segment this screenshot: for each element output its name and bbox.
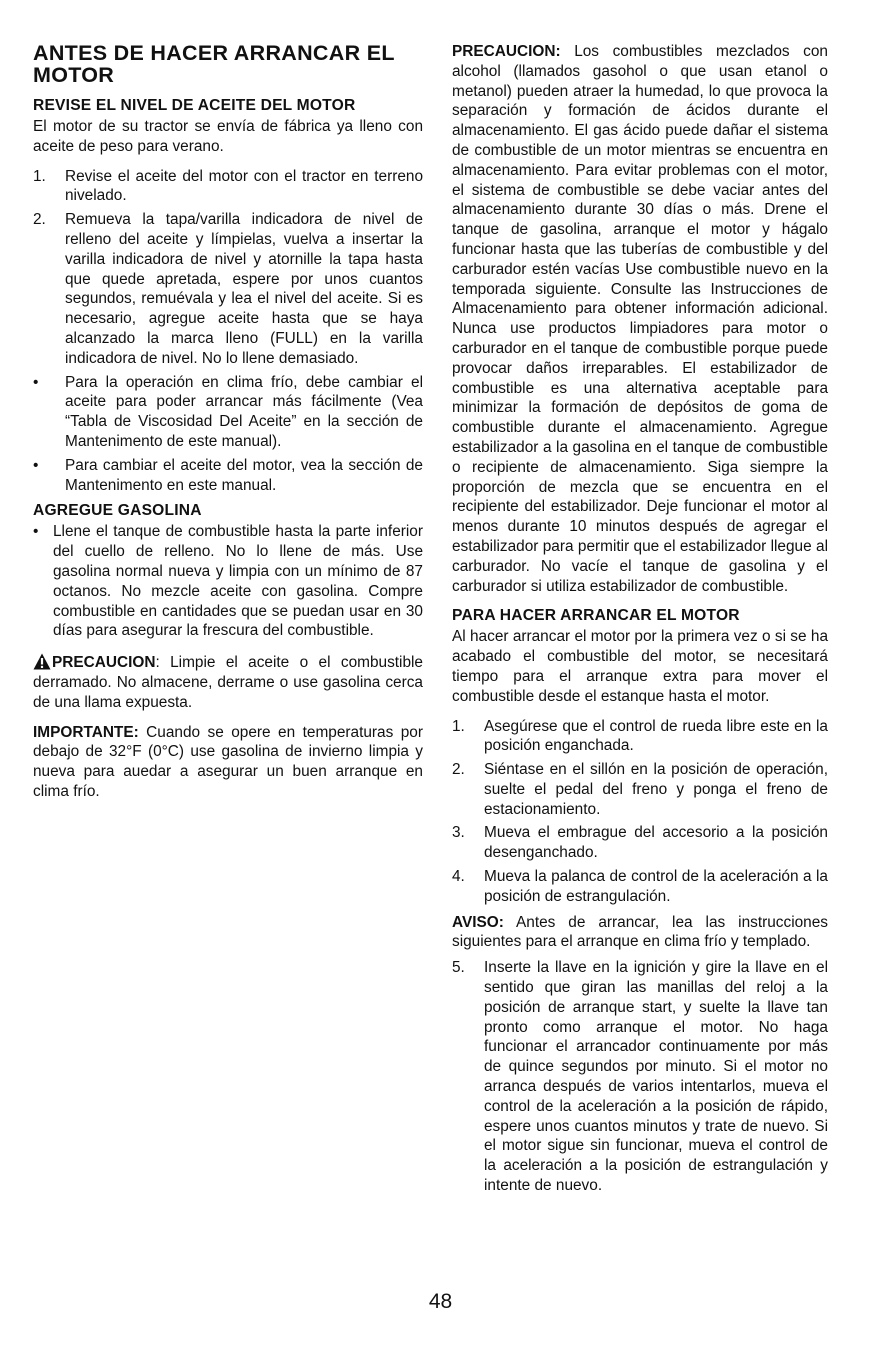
list-item (452, 867, 828, 907)
bullet: • (33, 523, 39, 541)
list-item-text: Para cambiar el aceite del motor, vea la sección de Mantenimento en este manual. (65, 456, 423, 494)
list-item-text: Inserte la llave en la ignición y gire la llave en el sentido que giran las manillas del reloj a la posición de arranque start, y suelte la llave tan pronto como arranque el motor. No haga funcionar el arrancador continuamente por más de quince segundos por minuto. Si el motor no arranca después de varios intentarlos, mueva el control de la aceleración a la posición de rápido, espere unos cuantos minutos y trate de nuevo. Si el motor sigue sin funcionar, mueva el control de la aceleración a la posición de estrangulación y intente de nuevo. (484, 959, 828, 1195)
list-item-text: Asegúrese que el control de rueda libre este en la posición enganchada. (484, 717, 828, 755)
list-item (452, 760, 828, 819)
list-item (33, 373, 423, 452)
caution-text: : Limpie el aceite o el combustible derramado. No almacene, derrame o use gasolina cerca de una llama expuesta. (33, 654, 423, 711)
warning-triangle-icon (33, 653, 51, 670)
section-title: ANTES DE HACER ARRANCAR EL MOTOR (33, 41, 395, 87)
list-item (452, 823, 828, 863)
list-item-text: Llene el tanque de combustible hasta la parte inferior del cuello de relleno. No lo llene de más. Use gasolina normal nueva y limpia con un mínimo de 87 octanos. No mezcle aceite con gasolina. Compre combustible en cantidades que se puedan usar en 30 días para asegurar la frescura del combustible. (53, 523, 423, 640)
oil-steps-list (33, 167, 423, 496)
list-item (452, 958, 828, 1196)
right-column (452, 42, 828, 1202)
list-item-text: Revise el aceite del motor con el tractor en terreno nivelado. (65, 167, 423, 205)
start-steps-list (452, 717, 828, 907)
oil-intro: El motor de su tractor se envía de fábrica ya lleno con aceite de peso para verano. (33, 118, 423, 155)
bullet: • (33, 456, 39, 474)
add-fuel-heading: AGREGUE GASOLINA (33, 502, 202, 520)
important-paragraph (33, 723, 423, 802)
important-text: Cuando se opere en temperaturas por debajo de 32°F (0°C) use gasolina de invierno limpia y nueva para auedar a asegurar un buen arranque en clima frío. (33, 723, 423, 800)
important-label: IMPORTANTE: (33, 723, 139, 741)
list-number: 4. (452, 868, 465, 886)
left-column (33, 42, 423, 812)
list-item (33, 167, 423, 207)
precaution-label: PRECAUCION: (452, 43, 561, 60)
list-item-text: Siéntase en el sillón en la posición de operación, suelte el pedal del freno y ponga el freno de estacionamiento. (484, 761, 828, 818)
list-item (452, 717, 828, 757)
precaution-text: Los combustibles mezclados con alcohol (llamados gasohol o que usan etanol o metanol) pueden atraer la humedad, lo que provoca la separación y formación de ácidos durante el almacenamiento. El gas ácido puede dañar el sistema de combustible de un motor mientras se encuentra en almacenamiento. Para evitar problemas con el motor, el sistema de combustible se debe vaciar antes del almacenamiento durante 30 días o más. Drene el tanque de gasolina, arranque el motor y hágalo funcionar hasta que las tuberías de combustible y del carburador estén vacías Use combustible nuevo en la temporada siguiente. Consulte las Instrucciones de Almacenamiento para obtener información adicional. Nunca use productos limpiadores para motor o carburador en el tanque de combustible porque puede provocar daños irreparables. El estabilizador de combustible es una alternativa aceptable para minimizar la formación de depósitos de goma de combustible durante el almacenamiento. Agregue estabilizador a la gasolina en el tanque de combustible o recipiente de almacenamiento. Siga siempre la proporción de mezcla que se encuentra en el recipiente del estabilizador. Deje funcionar el motor al menos durante 10 minutos después de agregar el estabilizador para permitir que el estabilizador llegue al carburador. No vacíe el tanque de gasolina y el carburador si utiliza estabilizador de combustible. (452, 43, 828, 595)
list-number: 1. (33, 167, 46, 185)
notice-paragraph (452, 913, 828, 953)
bullet: • (33, 373, 39, 391)
precaution-paragraph (452, 42, 828, 596)
list-item-text: Mueva el embrague del accesorio a la posición desenganchado. (484, 824, 828, 862)
list-item-text: Mueva la palanca de control de la aceleración a la posición de estrangulación. (484, 868, 828, 905)
oil-level-heading: REVISE EL NIVEL DE ACEITE DEL MOTOR (33, 97, 356, 114)
notice-label: AVISO: (452, 913, 504, 931)
caution-label: PRECAUCION (52, 654, 156, 672)
start-intro: Al hacer arrancar el motor por la primera vez o si se ha acabado el combustible del motor, se necesitará tiempo para el arranque extra para mover el combustible desde el estanque hasta el motor. (452, 628, 828, 705)
notice-text: Antes de arrancar, lea las instrucciones siguientes para el arranque en clima frío y templado. (452, 913, 828, 951)
list-item-text: Remueva la tapa/varilla indicadora de nivel de relleno del aceite y límpielas, vuelva a insertar la varilla indicadora de nivel y atornille la tapa hasta que quede apretada, espere por unos cuantos segundos, remuévala y lea el nivel del aceite. Si es necesario, agregue aceite hasta que se haya alcanzado la marca lleno (FULL) en la varilla indicadora de nivel. No lo llene demasiado. (65, 211, 423, 367)
list-item (33, 522, 423, 641)
list-item (33, 456, 423, 496)
list-item-text: Para la operación en clima frío, debe cambiar el aceite para poder arrancar más fácilmente (Vea “Tabla de Viscosidad Del Aceite” en la sección de Mantenimento de este manual). (65, 373, 423, 450)
start-steps-list-continued (452, 958, 828, 1196)
list-number: 2. (33, 211, 46, 229)
list-item (33, 210, 423, 368)
list-number: 5. (452, 959, 465, 977)
list-number: 1. (452, 717, 465, 735)
caution-paragraph (33, 653, 423, 712)
list-number: 3. (452, 824, 465, 842)
page-number: 48 (428, 1290, 453, 1313)
fuel-bullets-list (33, 522, 423, 641)
list-number: 2. (452, 761, 465, 779)
start-engine-heading: PARA HACER ARRANCAR EL MOTOR (452, 607, 740, 625)
